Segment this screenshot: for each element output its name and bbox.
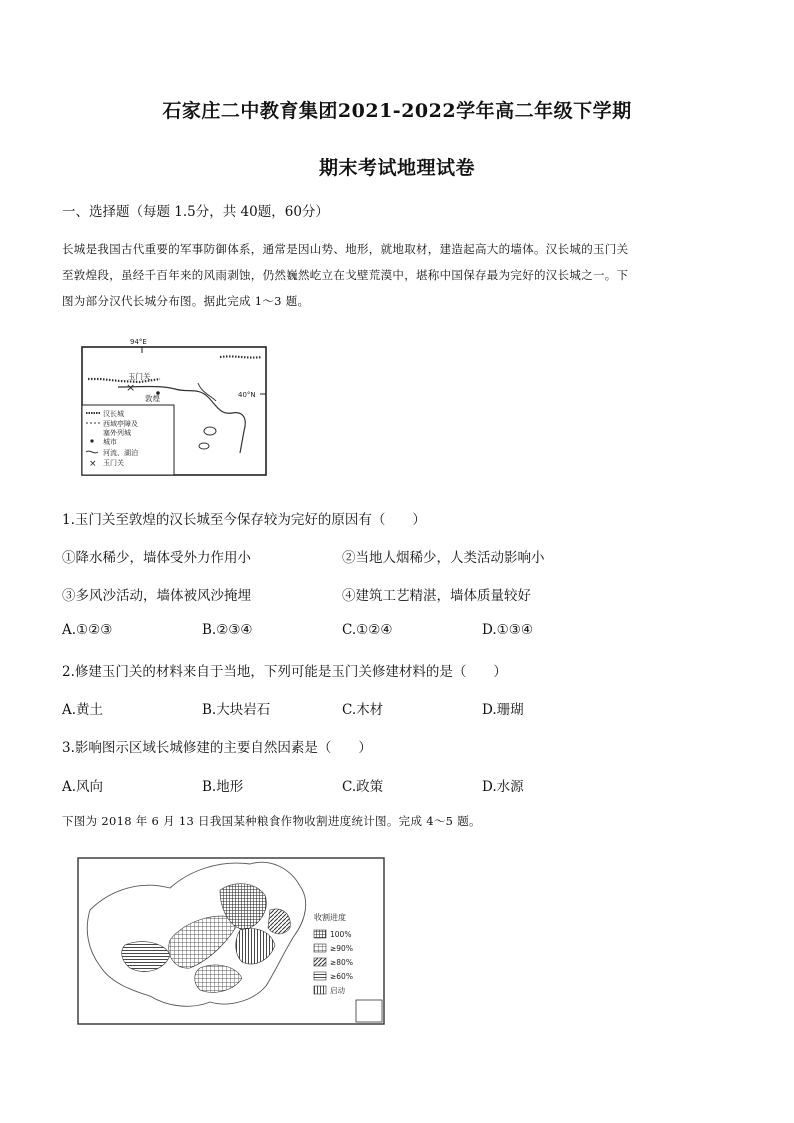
section-heading: 一、选择题（每题 1.5分，共 40题，60分） (62, 204, 329, 220)
q1-statement-4: ④建筑工艺精湛，墙体质量较好 (342, 588, 531, 604)
exam-title-line2: 期末考试地理试卷 (318, 157, 475, 179)
han-great-wall-map (70, 335, 275, 480)
legend-pass: 玉门关 (103, 459, 124, 467)
map2-legend-90: ≥90% (330, 944, 353, 953)
passage-1-line1: 长城是我国古代重要的军事防御体系，通常是因山势、地形，就地取材，建造起高大的墙体。汉长城的玉门关 (62, 242, 629, 256)
map2-legend-60: ≥60% (330, 972, 353, 981)
dunhuang-label: 敦煌 (145, 394, 160, 403)
q1-option-d[interactable]: D.①③④ (482, 622, 533, 638)
passage-2: 下图为 2018 年 6 月 13 日我国某种粮食作物收割进度统计图。完成 4～5 题。 (62, 814, 481, 828)
q2-option-c[interactable]: C.木材 (342, 702, 384, 718)
q3-option-a[interactable]: A.风向 (62, 779, 104, 795)
harvest-progress-map (70, 850, 390, 1030)
longitude-label: 94°E (130, 338, 147, 346)
question-1-stem: 1.玉门关至敦煌的汉长城至今保存较为完好的原因有（ ） (62, 512, 426, 528)
map2-frame (78, 858, 384, 1024)
latitude-label: 40°N (238, 391, 256, 399)
legend-river: 河流、湖泊 (103, 449, 138, 457)
south-sea-inset (356, 1000, 382, 1022)
yumenguan-marker-icon: × (126, 381, 136, 394)
passage-1-line2: 至敦煌段，虽经千百年来的风雨剥蚀，仍然巍然屹立在戈壁荒漠中，堪称中国保存最为完好的汉长城之一。下 (62, 268, 629, 282)
exam-title-line1: 石家庄二中教育集团2021-2022学年高二年级下学期 (162, 100, 632, 122)
q1-option-a[interactable]: A.①②③ (62, 622, 113, 638)
q2-option-d[interactable]: D.珊瑚 (482, 702, 524, 718)
map2-legend-100: 100% (330, 930, 352, 939)
q1-statement-3: ③多风沙活动，墙体被风沙掩埋 (62, 588, 251, 604)
map2-legend-80: ≥80% (330, 958, 353, 967)
question-2-stem: 2.修建玉门关的材料来自于当地，下列可能是玉门关修建材料的是（ ） (62, 664, 507, 680)
map2-legend-start: 启动 (330, 986, 345, 995)
q3-option-b[interactable]: B.地形 (202, 779, 244, 795)
q1-option-c[interactable]: C.①②④ (342, 622, 393, 638)
legend-city-icon (90, 439, 93, 442)
q2-option-b[interactable]: B.大块岩石 (202, 702, 271, 718)
legend-han-wall: 汉长城 (103, 410, 124, 418)
passage-1 (62, 236, 742, 314)
legend-city: 城市 (103, 438, 117, 446)
passage-1-line3: 图为部分汉代长城分布图。据此完成 1～3 题。 (62, 294, 310, 308)
legend-xiyu-2: 塞外列城 (103, 429, 131, 437)
yumenguan-label: 玉门关 (128, 372, 151, 381)
q3-option-c[interactable]: C.政策 (342, 779, 384, 795)
map2-legend-title: 收割进度 (314, 913, 346, 922)
q1-statement-2: ②当地人烟稀少，人类活动影响小 (342, 550, 545, 566)
q2-option-a[interactable]: A.黄土 (62, 702, 104, 718)
q3-option-d[interactable]: D.水源 (482, 779, 524, 795)
legend-pass-icon: × (89, 459, 97, 469)
legend-xiyu-1: 西域亭障及 (103, 420, 138, 428)
question-3-stem: 3.影响图示区域长城修建的主要自然因素是（ ） (62, 740, 372, 756)
q1-option-b[interactable]: B.②③④ (202, 622, 253, 638)
q1-statement-1: ①降水稀少，墙体受外力作用小 (62, 550, 251, 566)
